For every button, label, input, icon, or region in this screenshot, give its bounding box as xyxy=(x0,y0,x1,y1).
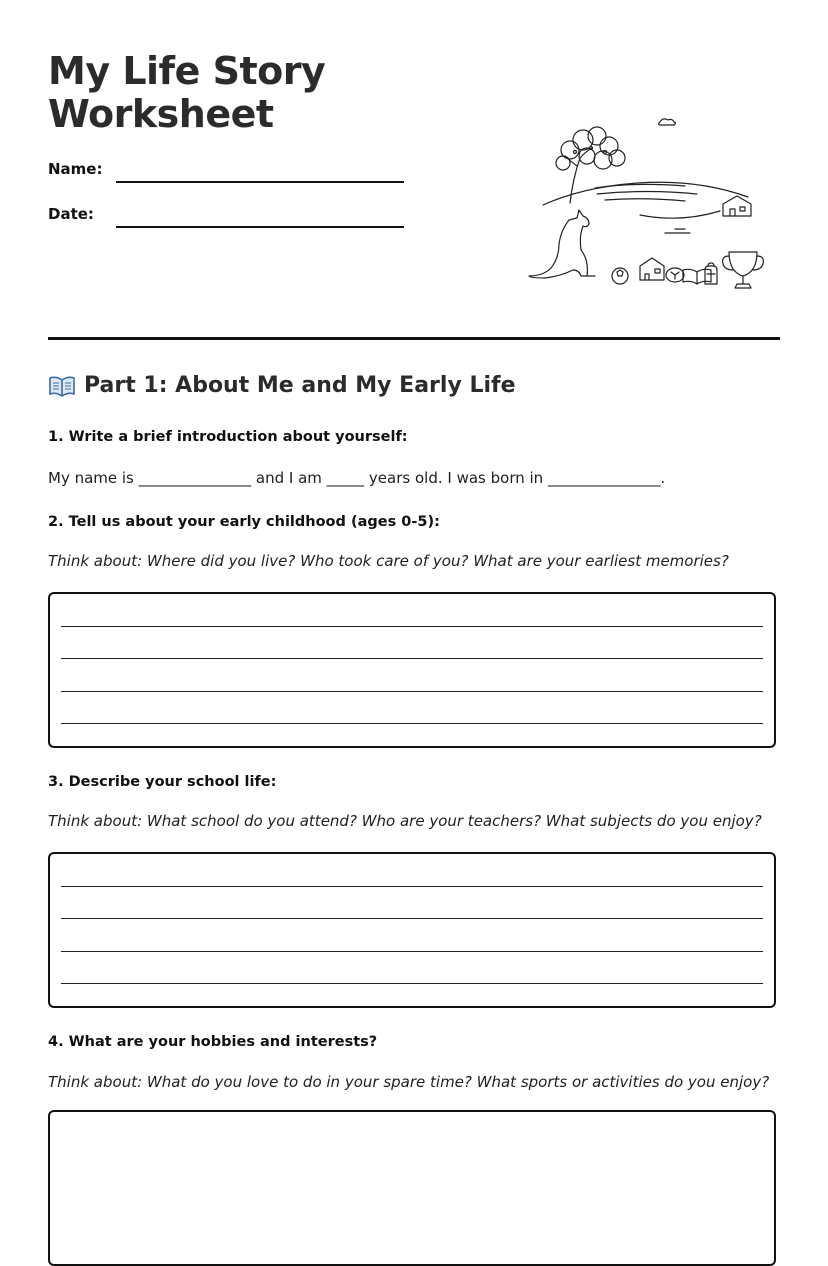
answer-line xyxy=(61,626,763,627)
answer-line xyxy=(61,983,763,984)
question-4-prompt: 4. What are your hobbies and interests? xyxy=(48,1034,378,1050)
name-label: Name: xyxy=(48,160,103,178)
question-3-hint: Think about: What school do you attend? Who are your teachers? What subjects do you enjoy? xyxy=(48,812,762,830)
cloud-icon xyxy=(659,119,676,125)
date-field[interactable] xyxy=(116,226,404,228)
kangaroo-icon xyxy=(529,210,595,278)
open-book-icon xyxy=(48,375,76,397)
house-icon xyxy=(723,196,751,216)
question-2-hint: Think about: Where did you live? Who took care of you? What are your earliest memories? xyxy=(48,552,729,570)
date-label: Date: xyxy=(48,205,94,223)
answer-line xyxy=(61,951,763,952)
question-4-answer-box[interactable] xyxy=(48,1110,776,1266)
part-1-heading xyxy=(48,373,516,398)
tree-icon xyxy=(556,127,625,203)
answer-line xyxy=(61,723,763,724)
header-divider xyxy=(48,337,780,340)
worksheet-title: My Life Story Worksheet xyxy=(48,49,326,136)
question-2-prompt: 2. Tell us about your early childhood (ages 0-5): xyxy=(48,514,440,530)
open-book-drawing xyxy=(683,269,711,284)
answer-line xyxy=(61,918,763,919)
part-1-title: Part 1: About Me and My Early Life xyxy=(84,373,516,398)
school-building-icon xyxy=(640,258,664,280)
answer-line xyxy=(61,691,763,692)
question-3-prompt: 3. Describe your school life: xyxy=(48,774,277,790)
life-story-illustration xyxy=(525,108,770,298)
football-icon xyxy=(666,268,684,282)
name-field[interactable] xyxy=(116,181,404,183)
question-4-hint: Think about: What do you love to do in your spare time? What sports or activities do you enjoy? xyxy=(48,1073,770,1091)
trophy-icon xyxy=(723,252,764,288)
question-1-intro-text[interactable]: My name is _______________ and I am _____ years old. I was born in _______________. xyxy=(48,469,666,487)
question-1-prompt: 1. Write a brief introduction about yourself: xyxy=(48,429,408,445)
question-3-answer-box[interactable] xyxy=(48,852,776,1008)
answer-line xyxy=(61,886,763,887)
question-2-answer-box[interactable] xyxy=(48,592,776,748)
answer-line xyxy=(61,658,763,659)
lake-icon xyxy=(543,182,748,233)
soccer-ball-icon xyxy=(612,268,628,284)
